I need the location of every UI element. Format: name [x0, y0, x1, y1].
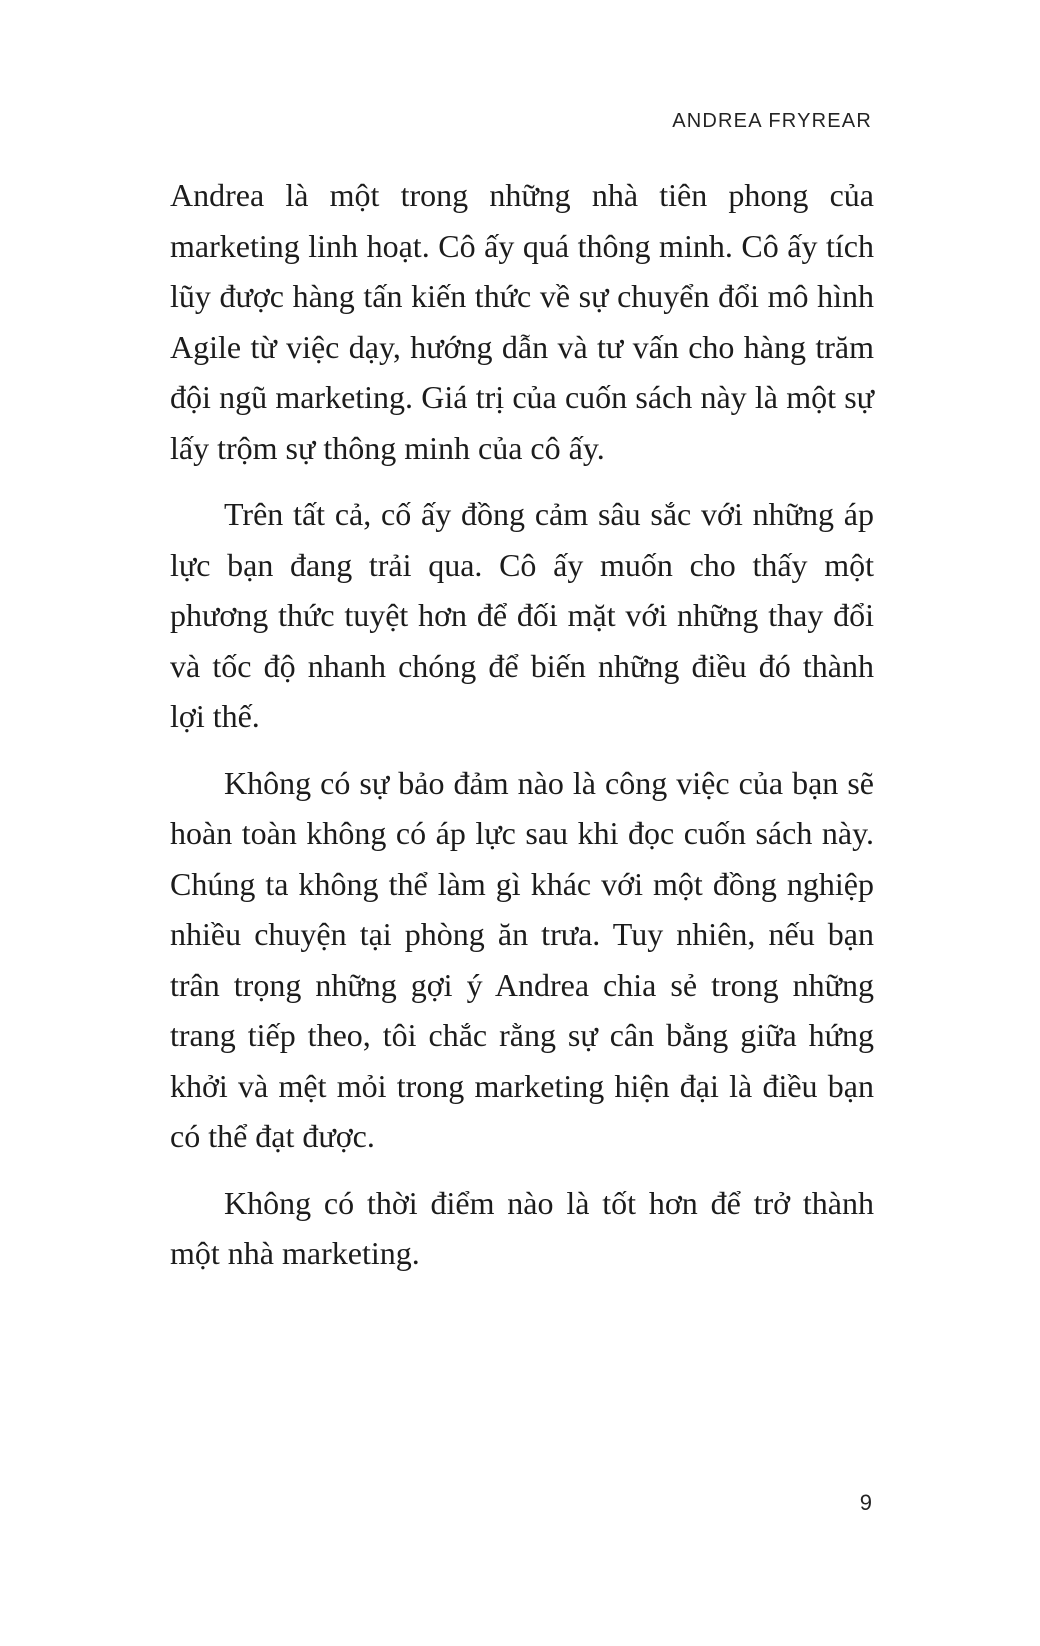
running-header: ANDREA FRYREAR: [672, 110, 872, 132]
body-text: [170, 170, 874, 1295]
paragraph-3: Không có sự bảo đảm nào là công việc của bạn sẽ hoàn toàn không có áp lực sau khi đọc cuốn sách này. Chúng ta không thể làm gì khác với một đồng nghiệp nhiều chuyện tại phòng ăn trưa. Tuy nhiên, nếu bạn trân trọng những gợi ý Andrea chia sẻ trong những trang tiếp theo, tôi chắc rằng sự cân bằng giữa hứng khởi và mệt mỏi trong marketing hiện đại là điều bạn có thể đạt được.: [170, 764, 874, 1154]
paragraph-2: Trên tất cả, cố ấy đồng cảm sâu sắc với những áp lực bạn đang trải qua. Cô ấy muốn cho thấy một phương thức tuyệt hơn để đối mặt với những thay đổi và tốc độ nhanh chóng để biến những điều đó thành lợi thế.: [170, 496, 874, 734]
paragraph-4: Không có thời điểm nào là tốt hơn để trở thành một nhà marketing.: [170, 1184, 874, 1271]
page-number: 9: [859, 1490, 872, 1515]
paragraph-1: Andrea là một trong những nhà tiên phong của marketing linh hoạt. Cô ấy quá thông minh. Cô ấy tích lũy được hàng tấn kiến thức về sự chuyển đổi mô hình Agile từ việc dạy, hướng dẫn và tư vấn cho hàng trăm đội ngũ marketing. Giá trị của cuốn sách này là một sự lấy trộm sự thông minh của cô ấy.: [170, 177, 874, 466]
